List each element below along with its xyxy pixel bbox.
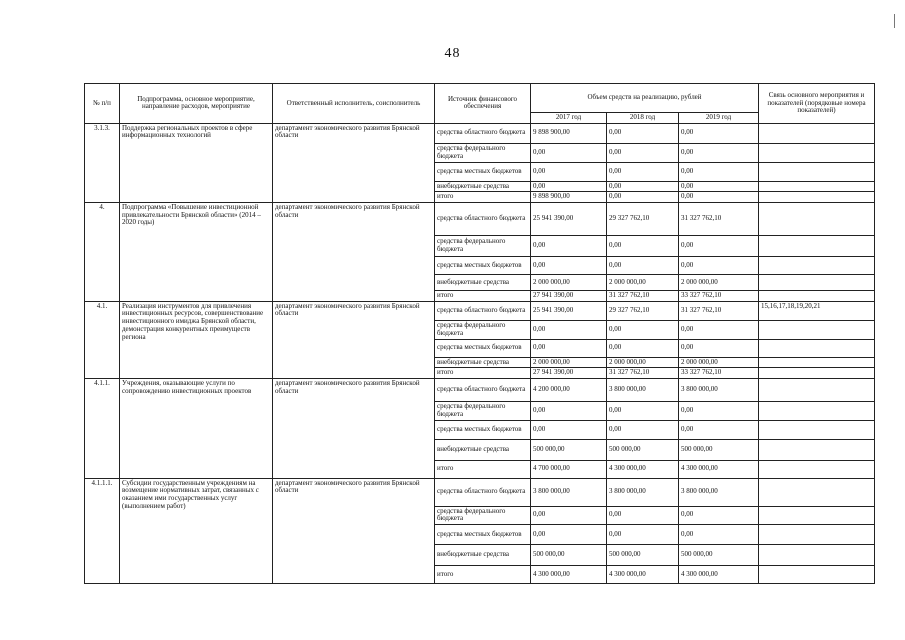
source-label: внебюджетные средства	[435, 181, 531, 192]
source-label: итого	[435, 460, 531, 478]
source-label: внебюджетные средства	[435, 544, 531, 565]
amount-2018: 0,00	[607, 192, 679, 203]
row-name: Учреждения, оказывающие услуги по сопровождению инвестиционных проектов	[120, 379, 273, 478]
header-year-2017: 2017 год	[531, 113, 607, 124]
indicator-link	[759, 357, 875, 368]
row-number: 4.	[85, 203, 120, 302]
amount-2018: 500 000,00	[607, 544, 679, 565]
header-no: № п/п	[85, 84, 120, 124]
amount-2017: 500 000,00	[531, 439, 607, 460]
amount-2017: 9 898 900,00	[531, 123, 607, 143]
indicator-link	[759, 460, 875, 478]
amount-2017: 0,00	[531, 402, 607, 420]
source-label: итого	[435, 565, 531, 583]
source-label: средства федерального бюджета	[435, 506, 531, 524]
indicator-link	[759, 203, 875, 236]
source-label: средства областного бюджета	[435, 203, 531, 236]
amount-2017: 27 941 390,00	[531, 291, 607, 302]
amount-2017: 2 000 000,00	[531, 357, 607, 368]
indicator-link	[759, 506, 875, 524]
amount-2018: 29 327 762,10	[607, 203, 679, 236]
indicator-link	[759, 420, 875, 439]
amount-2017: 0,00	[531, 420, 607, 439]
amount-2019: 0,00	[679, 257, 759, 275]
source-label: средства федерального бюджета	[435, 320, 531, 339]
amount-2017: 2 000 000,00	[531, 275, 607, 291]
amount-2017: 9 898 900,00	[531, 192, 607, 203]
header-year-2018: 2018 год	[607, 113, 679, 124]
indicator-link	[759, 524, 875, 544]
header-executor: Ответственный исполнитель, соисполнитель	[273, 84, 435, 124]
source-label: внебюджетные средства	[435, 357, 531, 368]
amount-2017: 0,00	[531, 236, 607, 257]
amount-2019: 0,00	[679, 162, 759, 181]
source-label: итого	[435, 291, 531, 302]
amount-2018: 0,00	[607, 236, 679, 257]
amount-2018: 0,00	[607, 402, 679, 420]
source-label: средства областного бюджета	[435, 301, 531, 320]
indicator-link	[759, 402, 875, 420]
amount-2018: 0,00	[607, 420, 679, 439]
header-source: Источник финансового обеспечения	[435, 84, 531, 124]
amount-2017: 0,00	[531, 339, 607, 357]
source-label: средства областного бюджета	[435, 478, 531, 506]
amount-2018: 0,00	[607, 257, 679, 275]
indicator-link	[759, 439, 875, 460]
amount-2019: 0,00	[679, 506, 759, 524]
row-number: 4.1.1.1.	[85, 478, 120, 583]
source-label: средства местных бюджетов	[435, 162, 531, 181]
amount-2019: 0,00	[679, 123, 759, 143]
amount-2018: 0,00	[607, 339, 679, 357]
indicator-link	[759, 236, 875, 257]
indicator-link	[759, 544, 875, 565]
header-volume: Объем средств на реализацию, рублей	[531, 84, 759, 113]
row-number: 3.1.3.	[85, 123, 120, 202]
indicator-link	[759, 379, 875, 402]
budget-table	[84, 83, 875, 584]
amount-2018: 4 300 000,00	[607, 565, 679, 583]
amount-2018: 2 000 000,00	[607, 275, 679, 291]
source-label: средства местных бюджетов	[435, 420, 531, 439]
amount-2017: 25 941 390,00	[531, 203, 607, 236]
row-name: Субсидии государственным учреждениям на возмещение нормативных затрат, связанных с оказанием ими государственных услуг (выполнением работ)	[120, 478, 273, 583]
amount-2018: 3 800 000,00	[607, 478, 679, 506]
row-executor: департамент экономического развития Брянской области	[273, 379, 435, 478]
amount-2017: 0,00	[531, 320, 607, 339]
amount-2017: 4 200 000,00	[531, 379, 607, 402]
amount-2019: 33 327 762,10	[679, 368, 759, 379]
amount-2017: 0,00	[531, 181, 607, 192]
amount-2018: 0,00	[607, 143, 679, 162]
source-label: внебюджетные средства	[435, 439, 531, 460]
row-executor: департамент экономического развития Брянской области	[273, 123, 435, 202]
row-executor: департамент экономического развития Брянской области	[273, 478, 435, 583]
amount-2017: 27 941 390,00	[531, 368, 607, 379]
amount-2018: 0,00	[607, 181, 679, 192]
row-name: Подпрограмма «Повышение инвестиционной привлекательности Брянской области» (2014 – 2020 годы)	[120, 203, 273, 302]
indicator-link	[759, 478, 875, 506]
amount-2018: 3 800 000,00	[607, 379, 679, 402]
source-label: средства областного бюджета	[435, 123, 531, 143]
amount-2019: 0,00	[679, 402, 759, 420]
indicator-link	[759, 339, 875, 357]
amount-2017: 500 000,00	[531, 544, 607, 565]
source-label: средства местных бюджетов	[435, 339, 531, 357]
amount-2017: 0,00	[531, 257, 607, 275]
row-number: 4.1.1.	[85, 379, 120, 478]
amount-2018: 0,00	[607, 123, 679, 143]
amount-2017: 0,00	[531, 506, 607, 524]
amount-2017: 0,00	[531, 162, 607, 181]
amount-2019: 500 000,00	[679, 544, 759, 565]
indicator-link: 15,16,17,18,19,20,21	[759, 301, 875, 320]
amount-2019: 4 300 000,00	[679, 460, 759, 478]
source-label: средства федерального бюджета	[435, 143, 531, 162]
scan-edge-mark	[894, 14, 895, 28]
row-name: Поддержка региональных проектов в сфере информационных технологий	[120, 123, 273, 202]
amount-2019: 31 327 762,10	[679, 301, 759, 320]
amount-2017: 4 300 000,00	[531, 565, 607, 583]
amount-2018: 500 000,00	[607, 439, 679, 460]
amount-2018: 31 327 762,10	[607, 368, 679, 379]
amount-2019: 3 800 000,00	[679, 379, 759, 402]
indicator-link	[759, 257, 875, 275]
indicator-link	[759, 368, 875, 379]
source-label: внебюджетные средства	[435, 275, 531, 291]
amount-2018: 0,00	[607, 320, 679, 339]
amount-2018: 2 000 000,00	[607, 357, 679, 368]
amount-2019: 2 000 000,00	[679, 357, 759, 368]
indicator-link	[759, 565, 875, 583]
indicator-link	[759, 162, 875, 181]
budget-table-body	[85, 123, 875, 583]
amount-2017: 4 700 000,00	[531, 460, 607, 478]
page-number: 48	[444, 46, 461, 61]
amount-2017: 0,00	[531, 143, 607, 162]
source-label: итого	[435, 192, 531, 203]
amount-2019: 0,00	[679, 236, 759, 257]
indicator-link	[759, 275, 875, 291]
indicator-link	[759, 123, 875, 143]
source-label: итого	[435, 368, 531, 379]
amount-2019: 4 300 000,00	[679, 565, 759, 583]
table-row	[85, 203, 875, 236]
amount-2018: 0,00	[607, 506, 679, 524]
indicator-link	[759, 192, 875, 203]
amount-2018: 0,00	[607, 524, 679, 544]
source-label: средства федерального бюджета	[435, 402, 531, 420]
amount-2018: 0,00	[607, 162, 679, 181]
indicator-link	[759, 181, 875, 192]
header-program: Подпрограмма, основное мероприятие, направление расходов, мероприятие	[120, 84, 273, 124]
table-row	[85, 301, 875, 320]
amount-2017: 25 941 390,00	[531, 301, 607, 320]
header-link: Связь основного мероприятия и показателей (порядковые номера показателей)	[759, 84, 875, 124]
amount-2018: 4 300 000,00	[607, 460, 679, 478]
indicator-link	[759, 291, 875, 302]
row-executor: департамент экономического развития Брянской области	[273, 203, 435, 302]
amount-2019: 0,00	[679, 143, 759, 162]
amount-2019: 500 000,00	[679, 439, 759, 460]
row-name: Реализация инструментов для привлечения инвестиционных ресурсов, совершенствование инвестиционного имиджа Брянской области, демонстрация конкурентных преимуществ региона	[120, 301, 273, 378]
row-number: 4.1.	[85, 301, 120, 378]
indicator-link	[759, 320, 875, 339]
amount-2019: 33 327 762,10	[679, 291, 759, 302]
header-year-2019: 2019 год	[679, 113, 759, 124]
source-label: средства областного бюджета	[435, 379, 531, 402]
amount-2019: 0,00	[679, 420, 759, 439]
amount-2018: 29 327 762,10	[607, 301, 679, 320]
table-row	[85, 379, 875, 402]
amount-2019: 2 000 000,00	[679, 275, 759, 291]
amount-2019: 0,00	[679, 524, 759, 544]
amount-2019: 3 800 000,00	[679, 478, 759, 506]
source-label: средства местных бюджетов	[435, 257, 531, 275]
amount-2019: 0,00	[679, 181, 759, 192]
table-row	[85, 478, 875, 506]
amount-2019: 0,00	[679, 192, 759, 203]
source-label: средства местных бюджетов	[435, 524, 531, 544]
table-row	[85, 123, 875, 143]
row-executor: департамент экономического развития Брянской области	[273, 301, 435, 378]
amount-2019: 0,00	[679, 339, 759, 357]
amount-2019: 31 327 762,10	[679, 203, 759, 236]
source-label: средства федерального бюджета	[435, 236, 531, 257]
amount-2017: 0,00	[531, 524, 607, 544]
amount-2018: 31 327 762,10	[607, 291, 679, 302]
amount-2017: 3 800 000,00	[531, 478, 607, 506]
amount-2019: 0,00	[679, 320, 759, 339]
indicator-link	[759, 143, 875, 162]
